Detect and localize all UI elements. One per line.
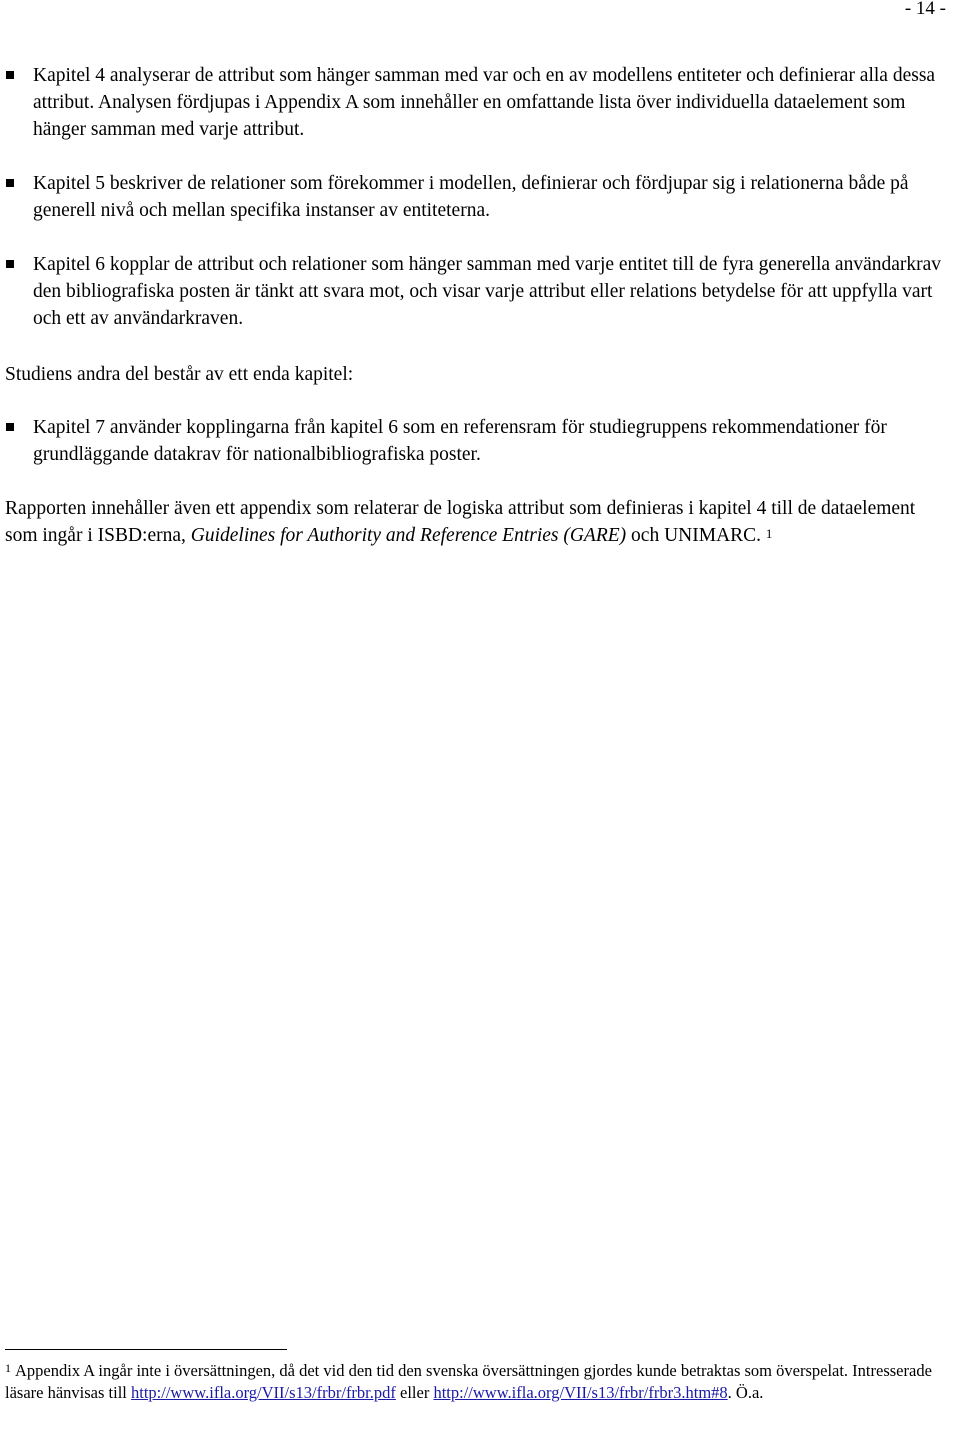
footnote-link-pdf[interactable]: http://www.ifla.org/VII/s13/frbr/frbr.pdf bbox=[131, 1383, 396, 1402]
list-item bbox=[5, 62, 945, 143]
footnote-link-htm[interactable]: http://www.ifla.org/VII/s13/frbr/frbr3.htm#8 bbox=[433, 1383, 728, 1402]
page-number: - 14 - bbox=[904, 0, 946, 19]
list-item bbox=[5, 414, 945, 468]
chapter-list bbox=[5, 62, 945, 359]
square-bullet-icon bbox=[6, 179, 14, 187]
appendix-text-after: och UNIMARC. bbox=[626, 525, 762, 546]
second-part-list bbox=[5, 414, 945, 495]
list-item bbox=[5, 251, 945, 332]
list-item-text: Kapitel 6 kopplar de attribut och relationer som hänger samman med varje entitet till de fyra generella användarkrav den bibliografiska posten är tänkt att svara mot, och visar varje attribut eller relations betydelse för att uppfylla vart och ett av användarkraven. bbox=[33, 254, 942, 329]
appendix-paragraph bbox=[5, 495, 945, 549]
square-bullet-icon bbox=[6, 423, 14, 431]
second-part-intro: Studiens andra del består av ett enda kapitel: bbox=[5, 364, 354, 385]
footnote-reference[interactable]: 1 bbox=[765, 526, 773, 541]
footnote-text: . Ö.a. bbox=[727, 1383, 764, 1402]
footnote-text: eller bbox=[395, 1383, 434, 1402]
footnote-number: 1 bbox=[5, 1361, 11, 1375]
list-item-text: Kapitel 7 använder kopplingarna från kapitel 6 som en referensram för studiegruppens rekommendationer för grundläggande datakrav för nationalbibliografiska poster. bbox=[33, 417, 887, 465]
footnote-text: Appendix A ingår inte i översättningen, då det vid den tid den svenska översättningen gjordes kunde betraktas som överspelat. Intresserade läsare hänvisas till bbox=[5, 1361, 932, 1402]
appendix-text-italic: Guidelines for Authority and Reference Entries (GARE) bbox=[190, 525, 627, 546]
list-item-text: Kapitel 5 beskriver de relationer som förekommer i modellen, definierar och fördjupar sig i relationerna både på generell nivå och mellan specifika instanser av entiteterna. bbox=[33, 173, 909, 221]
list-item-text: Kapitel 4 analyserar de attribut som hänger samman med var och en av modellens entiteter och definierar alla dessa attribut. Analysen fördjupas i Appendix A som innehåller en omfattande lista över individuella dataelement som hänger samman med varje attribut. bbox=[33, 65, 936, 140]
square-bullet-icon bbox=[6, 71, 14, 79]
list-item bbox=[5, 170, 945, 224]
appendix-text-before: Rapporten innehåller även ett appendix som relaterar de logiska attribut som definieras i kapitel 4 till de dataelement som ingår i ISBD:erna, bbox=[5, 498, 916, 546]
footnote-divider bbox=[5, 1349, 287, 1350]
square-bullet-icon bbox=[6, 260, 14, 268]
footnote bbox=[5, 1360, 945, 1404]
